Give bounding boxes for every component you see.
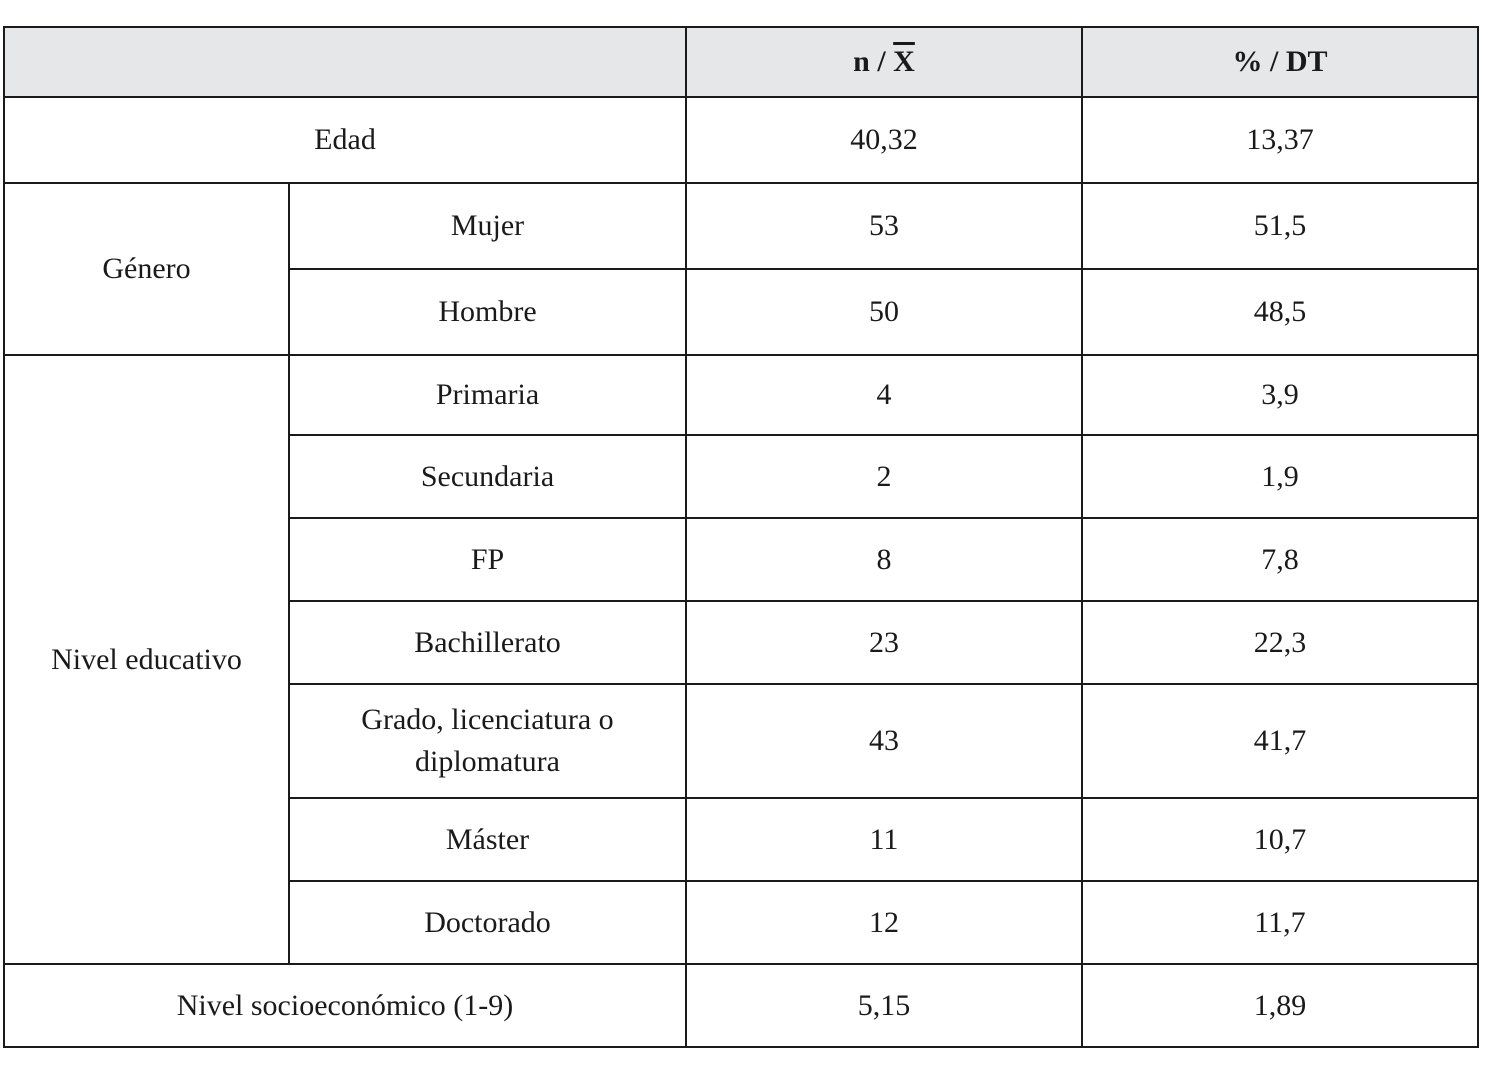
header-row (4, 27, 1478, 97)
value-n: 8 (686, 518, 1082, 601)
value-pct: 51,5 (1082, 183, 1478, 269)
label-edad: Edad (4, 97, 686, 183)
row-genero-mujer (4, 183, 1478, 269)
value-pct: 41,7 (1082, 684, 1478, 798)
value-n: 12 (686, 881, 1082, 964)
sublabel-line-2: diplomatura (415, 745, 560, 778)
value-n: 40,32 (686, 97, 1082, 183)
header-n-mean (686, 27, 1082, 97)
value-n: 2 (686, 435, 1082, 518)
row-nivel-primaria (4, 355, 1478, 435)
sublabel: Secundaria (289, 435, 686, 518)
value-n: 43 (686, 684, 1082, 798)
sublabel: Primaria (289, 355, 686, 435)
value-pct: 11,7 (1082, 881, 1478, 964)
label-nivel-socioeconomico: Nivel socioeconómico (1-9) (4, 964, 686, 1047)
sublabel-multiline (289, 684, 686, 798)
value-n: 5,15 (686, 964, 1082, 1047)
header-n-label: n / (853, 45, 894, 78)
header-pct-sd: % / DT (1082, 27, 1478, 97)
value-n: 53 (686, 183, 1082, 269)
sublabel: FP (289, 518, 686, 601)
value-pct: 22,3 (1082, 601, 1478, 684)
value-pct: 48,5 (1082, 269, 1478, 355)
sublabel: Bachillerato (289, 601, 686, 684)
sublabel: Doctorado (289, 881, 686, 964)
sublabel: Mujer (289, 183, 686, 269)
value-pct: 1,9 (1082, 435, 1478, 518)
value-n: 23 (686, 601, 1082, 684)
row-nivel-socioeconomico (4, 964, 1478, 1047)
value-pct: 13,37 (1082, 97, 1478, 183)
row-edad (4, 97, 1478, 183)
value-pct: 7,8 (1082, 518, 1478, 601)
mean-symbol: $\overline{X}$ (893, 45, 915, 78)
demographics-table (3, 26, 1479, 1048)
sublabel-line-1: Grado, licenciatura o (361, 703, 614, 736)
label-nivel-educativo: Nivel educativo (4, 355, 289, 964)
value-n: 11 (686, 798, 1082, 881)
sublabel: Hombre (289, 269, 686, 355)
value-n: 50 (686, 269, 1082, 355)
value-pct: 3,9 (1082, 355, 1478, 435)
value-n: 4 (686, 355, 1082, 435)
label-genero: Género (4, 183, 289, 355)
value-pct: 1,89 (1082, 964, 1478, 1047)
sublabel: Máster (289, 798, 686, 881)
header-empty-cell (4, 27, 686, 97)
value-pct: 10,7 (1082, 798, 1478, 881)
